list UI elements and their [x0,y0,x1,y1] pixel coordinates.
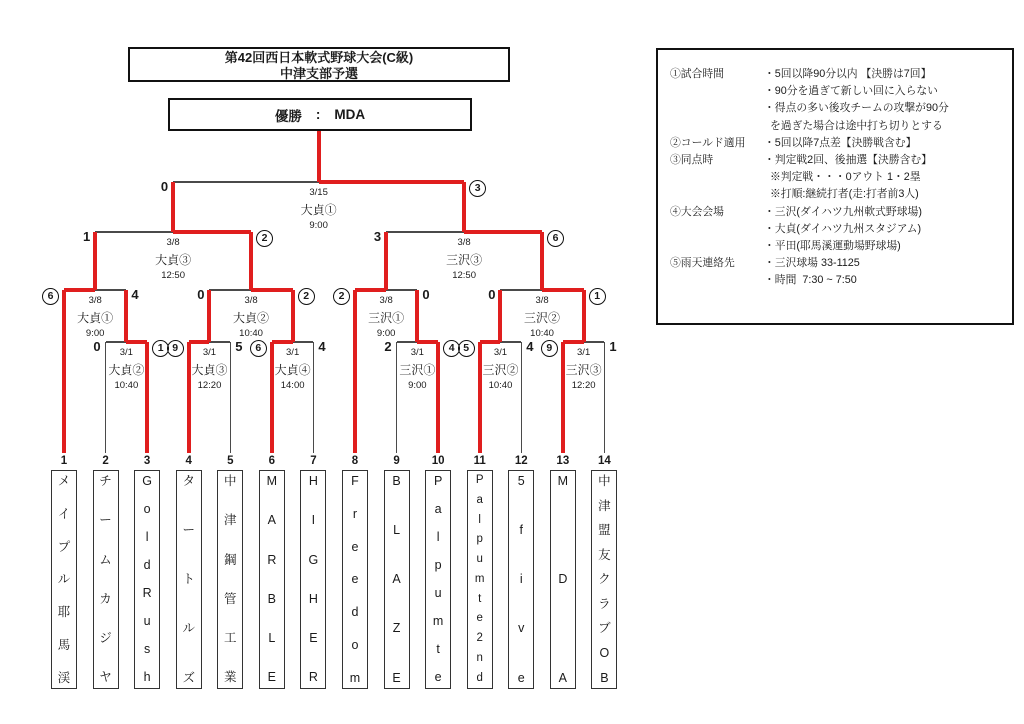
score-left: 5 [451,339,475,357]
team-name-char: チ [99,474,112,488]
team-name-char: F [351,474,359,488]
score-left: 9 [534,339,558,357]
team-name-char: r [352,506,358,521]
team-name-char: o [351,637,359,652]
team-number: 4 [185,455,192,467]
team-name-char: 津 [224,513,237,528]
match-venue: 三沢③ [446,253,483,267]
score-right: 5 [235,339,243,354]
team-number: 9 [393,455,400,467]
team-name-char: L [268,631,276,646]
team-name-char: v [518,621,525,636]
winner-path [480,340,501,344]
match-venue: 大貞④ [274,363,311,377]
team-name-box [134,470,160,689]
team-name-char: I [311,513,316,528]
match-venue: 三沢③ [565,363,602,377]
match-date: 3/15 [309,187,328,198]
match-date: 3/8 [535,295,549,306]
team-name-box [217,470,243,689]
team-number: 7 [310,455,317,467]
team-name-box [259,470,285,689]
score-left: 0 [93,339,101,354]
bracket-leg [93,232,97,290]
match-time: 10:40 [239,328,263,339]
bracket-leg [384,232,388,290]
winner-path [189,340,210,344]
score-right: 0 [422,287,430,302]
team-name-char: R [142,586,152,601]
team-name-char: L [393,523,401,538]
team-name-char: f [519,523,523,538]
winner-path [417,340,438,344]
team-name-box [176,470,202,689]
team-name-char: 工 [224,631,237,646]
bracket-leg [540,232,544,290]
match-time: 10:40 [488,380,513,391]
rule-label [670,100,764,117]
team-name-char: ヤ [99,670,112,685]
team-name-char: イ [57,506,71,521]
team-name-char: 中 [598,474,611,488]
score-right: 6 [547,229,571,247]
score-right: 3 [469,179,493,197]
rule-text: ・時間 7:30 ~ 7:50 [764,274,857,287]
team-name-char: M [557,474,569,488]
rule-text: ・三沢球場 33-1125 [764,257,860,270]
team-name-char: H [308,591,318,606]
bracket-leg [105,342,107,453]
rule-row [670,100,1006,117]
bracket-leg [313,342,315,453]
match-time: 9:00 [376,328,396,339]
team-number: 10 [431,455,445,467]
team-name-char: メ [57,474,71,488]
match-venue: 三沢② [524,311,561,325]
team-name-char: ム [99,552,112,567]
team-name-char: ー [99,513,112,528]
rule-text: ・5回以降7点差【決勝戦含む】 [764,136,917,149]
rule-text: ※打順:継続打者(走:打者前3人) [764,188,919,201]
rule-label [670,83,764,100]
rule-label: ⑤雨天連絡先 [670,257,735,270]
rule-text: ・三沢(ダイハツ九州軟式野球場) [764,205,922,218]
rules-box [656,48,1014,325]
team-number: 8 [351,455,359,467]
team-name-char: t [478,592,482,605]
champion-label: 優勝 [274,108,302,124]
team-name-char: ク [598,572,611,587]
team-name-char: u [476,553,483,565]
team-name-char: G [142,474,152,488]
team-number: 2 [102,455,109,467]
match-time: 12:50 [452,270,476,281]
bracket-leg [187,342,191,453]
score-left: 2 [326,287,350,305]
team-name-char: d [143,558,151,573]
score-left: 2 [384,339,392,354]
tournament-title-box [128,47,510,82]
score-right: 4 [131,287,139,302]
rule-label: ③同点時 [670,154,714,167]
rule-text: ・90分を過ぎて新しい回に入らない [764,85,938,98]
team-name-char: A [392,572,401,587]
team-name-char: H [308,474,318,488]
score-left: 6 [243,339,267,357]
match-time: 9:00 [85,328,105,339]
team-name-char: タ [182,474,195,488]
team-name-char: D [558,572,568,587]
team-name-char: 管 [224,591,237,606]
team-name-box [591,470,617,689]
score-left: 6 [35,287,59,305]
match-venue: 大貞③ [191,363,228,377]
team-name-char: ジ [99,631,112,646]
team-name-char: R [267,552,277,567]
match-date: 3/8 [379,295,393,306]
team-name-char: B [267,591,277,606]
team-name-char: 業 [224,670,237,685]
score-left: 0 [197,287,205,302]
bracket-leg [249,232,253,290]
team-name-char: ル [57,572,71,587]
match-time: 12:20 [571,380,596,391]
rule-text: ・判定戦2回、後抽選【決勝含む】 [764,154,932,167]
champion-connector [317,131,321,182]
team-name-char: 渓 [57,670,71,685]
team-name-box [93,470,119,689]
team-name-box [300,470,326,689]
team-name-char: 5 [517,474,525,488]
match-time: 10:40 [114,380,139,391]
match-venue: 大貞① [300,203,337,217]
team-name-char: A [558,670,567,685]
rule-text: を過ぎた場合は途中打ち切りとする [764,119,943,132]
tournament-title-line2: 中津支部予選 [279,66,358,81]
winner-path [464,230,542,234]
winner-path [542,288,584,292]
match-date: 3/8 [88,295,102,306]
rule-row [670,152,1006,169]
match-time: 10:40 [530,328,554,339]
team-name-char: E [267,670,277,685]
team-name-char: 中 [224,474,237,488]
match-date: 3/1 [202,347,217,358]
match-date: 3/8 [457,237,471,248]
bracket-leg [396,342,398,453]
team-name-char: ラ [598,596,611,611]
winner-path [251,288,293,292]
team-name-char: e [351,572,359,587]
team-name-char: e [517,670,525,685]
team-name-char: l [145,530,149,545]
rule-label: ①試合時間 [670,68,724,80]
team-name-char: m [474,572,485,585]
rule-text: ※判定戦・・・0アウト 1・2塁 [764,171,921,184]
team-name-char: E [392,670,401,685]
team-number: 12 [514,455,528,467]
match-date: 3/8 [166,237,180,248]
match-venue: 大貞③ [155,253,192,267]
team-name-char: l [436,530,440,545]
bracket-leg [171,182,175,232]
team-name-char: ル [182,621,195,636]
match-venue: 三沢① [399,363,436,377]
bracket-leg [604,342,606,453]
score-right: 4 [318,339,326,354]
team-name-char: l [478,513,481,526]
team-name-char: h [143,670,151,685]
team-name-char: s [144,642,151,657]
score-right: 2 [298,287,322,305]
team-name-box [342,470,368,689]
team-name-box [51,470,77,689]
champion-separator: : [315,107,321,122]
bracket-leg [230,342,232,453]
match-date: 3/1 [493,347,508,358]
match-date: 3/1 [286,347,300,358]
winner-path [173,230,251,234]
score-right: 1 [589,287,613,305]
rule-label [670,272,764,289]
team-name-char: o [143,502,151,517]
team-name-char: P [433,474,443,488]
score-right: 4 [443,339,467,357]
team-name-char: d [476,671,483,684]
team-name-char: a [434,502,442,517]
bracket-leg [270,342,274,453]
score-left: 9 [160,339,184,357]
team-name-char: p [476,533,483,546]
team-name-char: カ [99,591,112,606]
team-name-char: B [600,670,609,685]
rule-row [670,118,1006,135]
match-date: 3/1 [119,347,133,358]
rule-text: ・平田(耶馬溪運動場野球場) [764,240,901,253]
bracket-leg [145,342,149,453]
team-name-char: p [434,558,442,573]
team-number: 3 [143,455,151,467]
match-time: 14:00 [280,380,305,391]
winner-path [126,340,147,344]
winner-path [563,340,584,344]
bracket-leg [478,342,482,453]
team-name-char: 2 [476,632,483,644]
champion-box [168,98,472,131]
rule-label [670,169,764,186]
team-name-char: 馬 [57,637,71,652]
rule-label [670,118,764,135]
match-venue: 三沢② [482,363,519,377]
match-time: 12:50 [161,270,185,281]
score-left: 0 [160,179,169,194]
team-name-char: m [432,614,444,629]
match-time: 9:00 [408,380,427,391]
team-number: 5 [227,455,234,467]
team-name-char: 津 [598,498,611,513]
winner-path [272,340,293,344]
rule-text: ・得点の多い後攻チームの攻撃が90分 [764,102,949,115]
team-name-char: m [349,670,361,685]
score-right: 1 [609,339,617,354]
team-name-char: u [434,586,442,601]
rule-text: ・5回以降90分以内 【決勝は7回】 [764,68,932,80]
match-time: 9:00 [309,220,328,231]
team-name-char: ブ [598,621,611,636]
winner-path [319,180,464,184]
score-left: 3 [373,229,382,244]
team-name-char: E [309,631,318,646]
score-right: 1 [152,339,176,357]
team-name-char: i [519,572,523,587]
rule-row [670,135,1006,152]
team-name-char: t [436,642,440,657]
team-name-char: G [308,552,319,567]
rule-row [670,221,1006,238]
team-name-box [467,470,493,689]
rule-label [670,221,764,238]
bracket-leg [521,342,523,453]
rule-label [670,186,764,203]
bracket-leg [436,342,440,453]
bracket-leg [561,342,565,453]
winner-path [64,288,95,292]
tournament-title-line1: 第42回西日本軟式野球大会(C級) [224,50,414,65]
match-venue: 大貞② [233,311,270,325]
rule-text: ・大貞(ダイハツ九州スタジアム) [764,222,922,235]
team-name-char: e [351,539,359,554]
match-venue: 大貞② [108,363,145,377]
team-name-char: 鋼 [224,552,237,567]
match-date: 3/1 [577,347,591,358]
score-right: 2 [256,229,280,247]
score-left: 1 [82,229,91,244]
team-number: 11 [473,455,486,467]
rule-row [670,169,1006,186]
match-venue: 三沢① [368,311,405,325]
team-name-char: a [476,493,483,506]
team-number: 1 [60,455,68,467]
team-name-char: ト [182,572,195,587]
rule-row [670,186,1006,203]
team-number: 6 [268,455,276,467]
team-number: 13 [556,455,570,467]
team-name-char: e [434,670,442,685]
team-name-char: 盟 [598,523,611,538]
team-name-box [508,470,534,689]
team-name-char: A [267,513,277,528]
rule-row [670,272,1006,289]
rule-row [670,238,1006,255]
team-name-char: u [143,614,151,629]
team-name-char: B [392,474,401,488]
match-date: 3/1 [410,347,424,358]
team-name-char: n [476,651,483,664]
team-name-char: P [475,474,484,486]
team-name-box [425,470,451,689]
rule-row [670,66,1006,83]
team-name-char: d [351,605,359,619]
team-name-char: 友 [598,547,611,562]
team-name-char: R [308,670,318,685]
score-right: 4 [526,339,534,354]
team-name-char: ー [182,523,195,538]
team-name-char: プ [57,539,71,554]
champion-team: MDA [334,107,366,122]
match-time: 12:20 [197,380,222,391]
team-name-char: Z [392,621,401,636]
rule-label: ④大会会場 [670,205,724,218]
match-venue: 大貞① [77,311,114,325]
score-left: 0 [488,287,496,302]
team-name-box [384,470,410,689]
team-name-char: e [476,612,483,625]
winner-path [355,288,386,292]
team-name-box [550,470,576,689]
team-name-char: ズ [182,670,195,685]
team-name-char: 耶 [57,605,71,619]
rule-row [670,255,1006,272]
rule-row [670,204,1006,221]
match-date: 3/8 [244,295,258,306]
team-name-char: M [266,474,278,488]
team-name-char: O [599,645,610,660]
bracket-leg [462,182,466,232]
rule-label: ②コールド適用 [670,136,746,149]
rule-row [670,83,1006,100]
rule-label [670,238,764,255]
team-number: 14 [598,455,611,467]
